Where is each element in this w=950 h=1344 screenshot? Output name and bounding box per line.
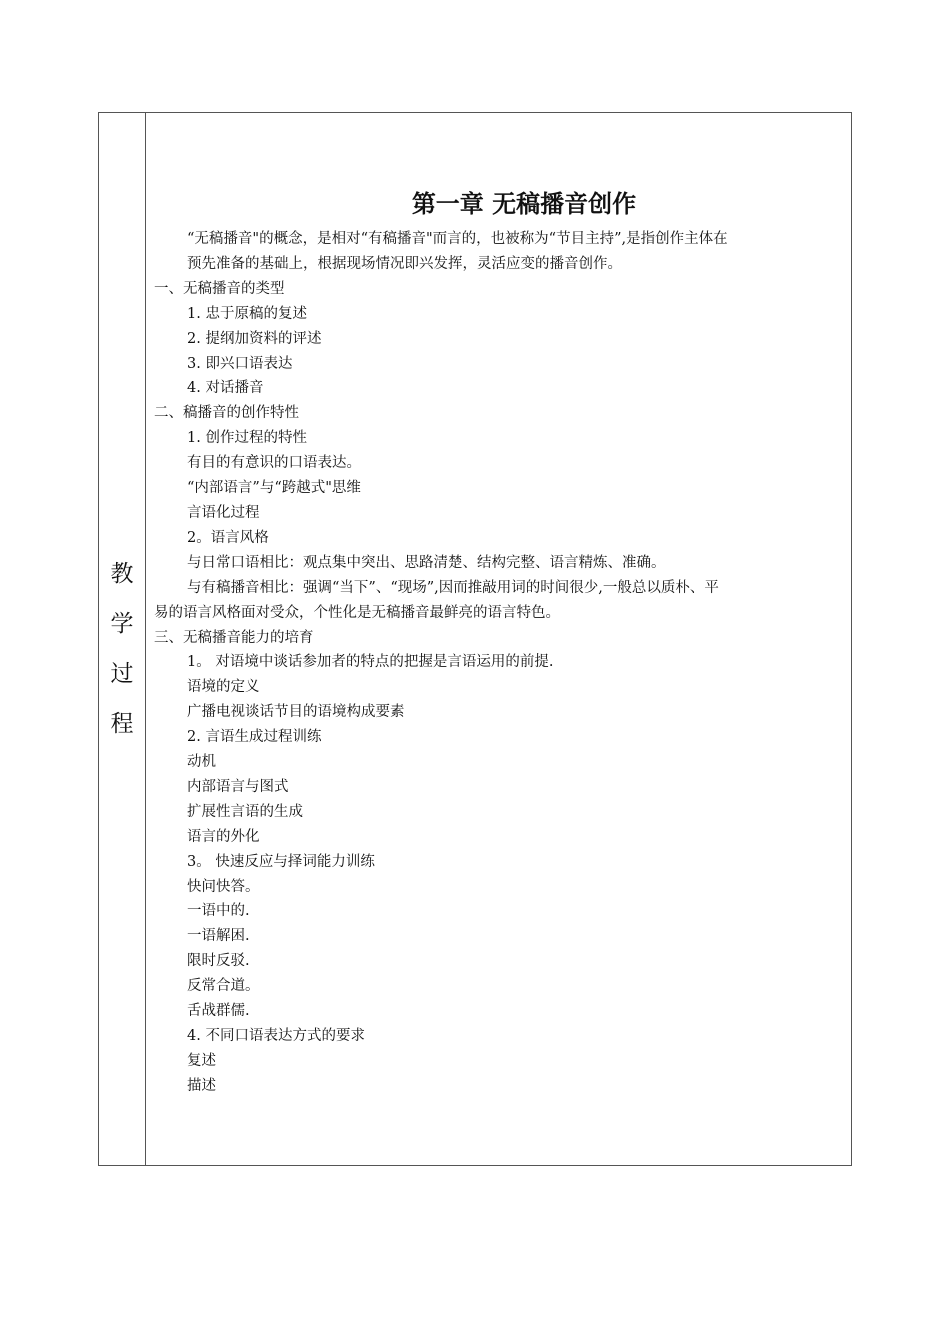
text-line: 扩展性言语的生成 [187,803,303,820]
text-line: 2。语言风格 [187,529,269,546]
text-line: 言语化过程 [187,504,260,521]
text-line: 反常合道。 [187,978,260,995]
text-line: 2. 言语生成过程训练 [187,729,322,746]
text-line: 广播电视谈话节目的语境构成要素 [187,704,405,721]
text-line: 限时反驳. [187,953,250,970]
text-line: 4. 对话播音 [187,380,264,397]
text-line: 快问快答。 [187,878,260,895]
label-column [99,113,146,1165]
text-line: 一语解困. [187,928,250,945]
text-line: 预先准备的基础上，根据现场情况即兴发挥，灵活应变的播音创作。 [187,255,622,272]
text-line: 舌战群儒. [187,1003,250,1020]
side-label-char: 学 [110,611,134,637]
text-line: 一、无稿播音的类型 [154,280,285,297]
text-line: 复述 [187,1052,216,1069]
chapter-title: 第一章 无稿播音创作 [411,189,637,218]
text-line: 描述 [187,1077,216,1094]
side-label-char: 教 [110,561,134,587]
lesson-table [98,112,852,1166]
side-label-char: 过 [110,661,134,687]
side-label-char: 程 [110,711,134,737]
text-line: 动机 [187,754,216,771]
text-line: 语言的外化 [187,828,260,845]
text-line: 1. 忠于原稿的复述 [187,305,307,322]
text-line: 3。 快速反应与择词能力训练 [187,853,375,870]
side-label [99,549,145,749]
text-line: “无稿播音"的概念，是相对“有稿播音"而言的，也被称为“节目主持”,是指创作主体在 [187,231,728,247]
text-line: 二、稿播音的创作特性 [154,405,299,422]
text-line: 内部语言与图式 [187,778,289,795]
text-line: 与日常口语相比：观点集中突出、思路清楚、结构完整、语言精炼、准确。 [187,554,666,571]
text-line: 4. 不同口语表达方式的要求 [187,1028,365,1044]
text-line: 1。 对语境中谈话参加者的特点的把握是言语运用的前提. [187,654,554,671]
text-line: 1. 创作过程的特性 [187,430,307,447]
text-line: 与有稿播音相比：强调“当下”、“现场”,因而推敲用词的时间很少,一般总以质朴、平 [187,579,719,596]
text-line: 易的语言风格面对受众，个性化是无稿播音最鲜亮的语言特色。 [154,604,560,621]
text-line: 语境的定义 [187,679,260,696]
text-line: 一语中的. [187,903,250,920]
content-area [154,187,844,1099]
text-line: 3. 即兴口语表达 [187,355,293,372]
text-line: 三、无稿播音能力的培育 [154,629,314,646]
text-line: 2. 提纲加资料的评述 [187,330,322,347]
text-line: “内部语言”与“跨越式"思维 [187,480,361,497]
text-line: 有目的有意识的口语表达。 [187,455,361,472]
